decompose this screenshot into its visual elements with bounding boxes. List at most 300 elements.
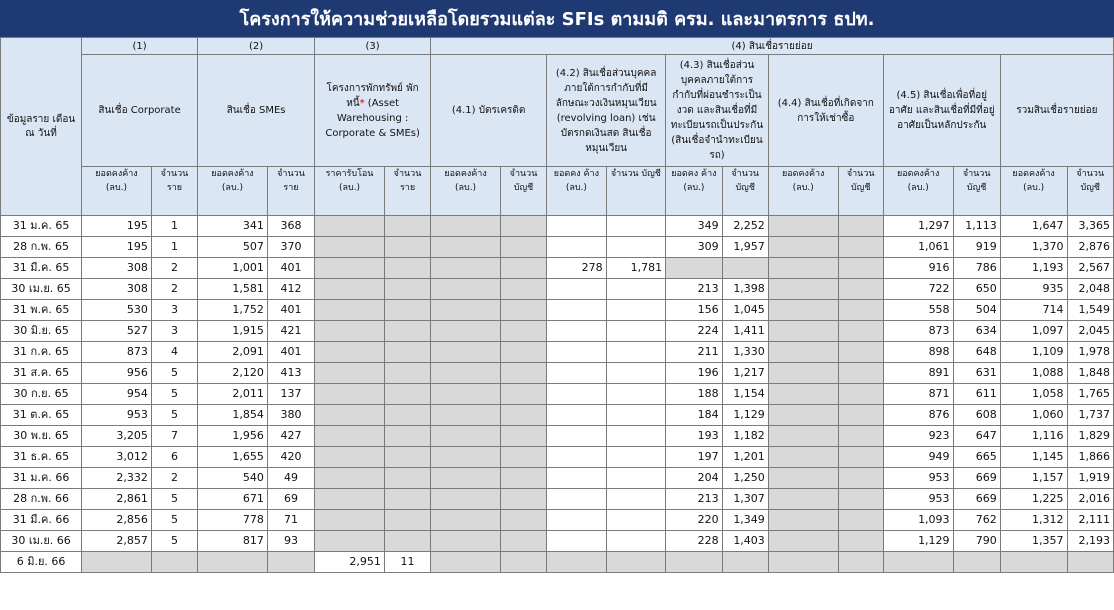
- cell-col-18: 1,549: [1067, 300, 1114, 321]
- cell-col-5: [315, 426, 385, 447]
- sub-transfer-price: ราคารับโอน (ลบ.): [315, 167, 385, 216]
- cell-col-3: 2,091: [198, 342, 268, 363]
- cell-col-15: 1,297: [883, 216, 953, 237]
- cell-col-10: [606, 426, 666, 447]
- cell-col-1: 873: [82, 342, 152, 363]
- cell-col-11: 349: [666, 216, 722, 237]
- table-row: [1, 447, 1114, 468]
- row-date: 31 ต.ค. 65: [1, 405, 82, 426]
- cell-col-13: [768, 258, 838, 279]
- cell-col-9: [547, 489, 607, 510]
- header-asset-warehousing: [315, 55, 431, 167]
- cell-col-18: 2,111: [1067, 510, 1114, 531]
- cell-col-18: 1,978: [1067, 342, 1114, 363]
- cell-col-1: 308: [82, 258, 152, 279]
- cell-col-18: 1,866: [1067, 447, 1114, 468]
- sub-count-account: จำนวน บัญชี: [606, 167, 666, 216]
- cell-col-10: 1,781: [606, 258, 666, 279]
- sub-balance: ยอดคงค้าง (ลบ.): [82, 167, 152, 216]
- cell-col-1: 2,856: [82, 510, 152, 531]
- header-asset-warehousing-a: โครงการพักทรัพย์ พักหนี้: [326, 82, 419, 109]
- cell-col-8: [500, 342, 546, 363]
- row-date: 31 ม.ค. 66: [1, 468, 82, 489]
- cell-col-8: [500, 321, 546, 342]
- cell-col-2: 4: [151, 342, 197, 363]
- sub-balance: ยอดคงค้าง (ลบ.): [883, 167, 953, 216]
- cell-col-14: [838, 426, 883, 447]
- cell-col-3: [198, 552, 268, 573]
- sub-balance: ยอดคงค้าง (ลบ.): [1000, 167, 1067, 216]
- cell-col-4: 368: [267, 216, 314, 237]
- cell-col-11: 193: [666, 426, 722, 447]
- cell-col-4: 412: [267, 279, 314, 300]
- cell-col-14: [838, 552, 883, 573]
- cell-col-7: [431, 426, 501, 447]
- cell-col-16: 611: [953, 384, 1000, 405]
- cell-col-6: 11: [384, 552, 430, 573]
- cell-col-7: [431, 447, 501, 468]
- cell-col-10: [606, 468, 666, 489]
- cell-col-6: [384, 426, 430, 447]
- cell-col-17: 1,088: [1000, 363, 1067, 384]
- cell-col-4: 420: [267, 447, 314, 468]
- cell-col-4: 69: [267, 489, 314, 510]
- cell-col-7: [431, 300, 501, 321]
- cell-col-13: [768, 300, 838, 321]
- cell-col-17: 1,193: [1000, 258, 1067, 279]
- cell-col-17: 935: [1000, 279, 1067, 300]
- cell-col-12: 1,154: [722, 384, 768, 405]
- cell-col-2: 5: [151, 531, 197, 552]
- cell-col-8: [500, 300, 546, 321]
- table-row: [1, 321, 1114, 342]
- header-revolving-loan: (4.2) สินเชื่อส่วนบุคคลภายใต้การกำกับที่มีลักษณะวงเงินหมุนเวียน (revolving loan) เช่น บัตรกดเงินสด สินเชื่อหมุนเวียน: [547, 55, 666, 167]
- cell-col-2: 5: [151, 510, 197, 531]
- cell-col-2: 6: [151, 447, 197, 468]
- cell-col-9: [547, 300, 607, 321]
- cell-col-14: [838, 279, 883, 300]
- cell-col-10: [606, 552, 666, 573]
- cell-col-5: 2,951: [315, 552, 385, 573]
- row-date: 31 พ.ค. 65: [1, 300, 82, 321]
- cell-col-12: 1,330: [722, 342, 768, 363]
- cell-col-15: 953: [883, 489, 953, 510]
- cell-col-1: 308: [82, 279, 152, 300]
- cell-col-18: 1,829: [1067, 426, 1114, 447]
- cell-col-18: 2,016: [1067, 489, 1114, 510]
- cell-col-13: [768, 363, 838, 384]
- row-date: 31 มี.ค. 66: [1, 510, 82, 531]
- cell-col-14: [838, 384, 883, 405]
- cell-col-17: 1,109: [1000, 342, 1067, 363]
- cell-col-5: [315, 300, 385, 321]
- cell-col-6: [384, 300, 430, 321]
- cell-col-8: [500, 216, 546, 237]
- cell-col-7: [431, 552, 501, 573]
- cell-col-11: 196: [666, 363, 722, 384]
- cell-col-10: [606, 405, 666, 426]
- cell-col-5: [315, 468, 385, 489]
- cell-col-14: [838, 237, 883, 258]
- cell-col-13: [768, 279, 838, 300]
- cell-col-3: 817: [198, 531, 268, 552]
- cell-col-3: 1,915: [198, 321, 268, 342]
- cell-col-8: [500, 279, 546, 300]
- header-group-4: (4) สินเชื่อรายย่อย: [431, 38, 1114, 55]
- cell-col-14: [838, 489, 883, 510]
- cell-col-14: [838, 300, 883, 321]
- cell-col-2: 3: [151, 300, 197, 321]
- cell-col-9: [547, 321, 607, 342]
- cell-col-5: [315, 405, 385, 426]
- cell-col-4: 427: [267, 426, 314, 447]
- cell-col-3: 1,854: [198, 405, 268, 426]
- cell-col-11: [666, 552, 722, 573]
- cell-col-12: 1,411: [722, 321, 768, 342]
- cell-col-1: 195: [82, 237, 152, 258]
- cell-col-6: [384, 447, 430, 468]
- header-asset-warehousing-b: (Asset Warehousing : Corporate & SMEs): [325, 97, 420, 139]
- sub-count-account: จำนวน บัญชี: [1067, 167, 1114, 216]
- cell-col-12: 1,182: [722, 426, 768, 447]
- sub-count-account: จำนวน บัญชี: [722, 167, 768, 216]
- cell-col-12: 1,045: [722, 300, 768, 321]
- cell-col-5: [315, 363, 385, 384]
- table-row: [1, 300, 1114, 321]
- cell-col-18: 1,919: [1067, 468, 1114, 489]
- cell-col-17: [1000, 552, 1067, 573]
- cell-col-2: 1: [151, 237, 197, 258]
- cell-col-15: 1,093: [883, 510, 953, 531]
- cell-col-16: 762: [953, 510, 1000, 531]
- cell-col-9: [547, 363, 607, 384]
- cell-col-12: 1,349: [722, 510, 768, 531]
- cell-col-14: [838, 405, 883, 426]
- table-row: [1, 489, 1114, 510]
- cell-col-15: 891: [883, 363, 953, 384]
- sub-count-person: จำนวน ราย: [151, 167, 197, 216]
- page-title: โครงการให้ความช่วยเหลือโดยรวมแต่ละ SFIs ตามมติ ครม. และมาตรการ ธปท.: [0, 0, 1114, 38]
- cell-col-16: 669: [953, 468, 1000, 489]
- cell-col-17: 1,370: [1000, 237, 1067, 258]
- cell-col-5: [315, 489, 385, 510]
- cell-col-8: [500, 237, 546, 258]
- cell-col-7: [431, 237, 501, 258]
- cell-col-7: [431, 216, 501, 237]
- cell-col-1: 3,205: [82, 426, 152, 447]
- cell-col-6: [384, 321, 430, 342]
- cell-col-5: [315, 531, 385, 552]
- cell-col-17: 1,647: [1000, 216, 1067, 237]
- cell-col-9: [547, 342, 607, 363]
- table-row: [1, 216, 1114, 237]
- cell-col-11: 224: [666, 321, 722, 342]
- cell-col-12: 1,250: [722, 468, 768, 489]
- cell-col-9: [547, 447, 607, 468]
- cell-col-16: 634: [953, 321, 1000, 342]
- cell-col-12: 1,307: [722, 489, 768, 510]
- cell-col-13: [768, 510, 838, 531]
- cell-col-4: 380: [267, 405, 314, 426]
- row-date: 31 ธ.ค. 65: [1, 447, 82, 468]
- cell-col-1: 3,012: [82, 447, 152, 468]
- header-group-1: (1): [82, 38, 198, 55]
- cell-col-15: 949: [883, 447, 953, 468]
- cell-col-15: 876: [883, 405, 953, 426]
- cell-col-17: 1,097: [1000, 321, 1067, 342]
- cell-col-9: [547, 552, 607, 573]
- cell-col-17: 714: [1000, 300, 1067, 321]
- sub-balance: ยอดคงค้าง (ลบ.): [198, 167, 268, 216]
- cell-col-13: [768, 426, 838, 447]
- cell-col-16: 669: [953, 489, 1000, 510]
- cell-col-7: [431, 258, 501, 279]
- cell-col-17: 1,225: [1000, 489, 1067, 510]
- table-row: [1, 258, 1114, 279]
- cell-col-17: 1,058: [1000, 384, 1067, 405]
- cell-col-7: [431, 342, 501, 363]
- cell-col-4: 370: [267, 237, 314, 258]
- table-row: [1, 426, 1114, 447]
- cell-col-16: 608: [953, 405, 1000, 426]
- table-row: [1, 342, 1114, 363]
- cell-col-14: [838, 363, 883, 384]
- cell-col-2: 3: [151, 321, 197, 342]
- cell-col-10: [606, 531, 666, 552]
- header-hire-purchase: (4.4) สินเชื่อที่เกิดจากการให้เช่าซื้อ: [768, 55, 883, 167]
- cell-col-11: 197: [666, 447, 722, 468]
- row-date: 30 มิ.ย. 65: [1, 321, 82, 342]
- cell-col-7: [431, 405, 501, 426]
- row-date: 28 ก.พ. 65: [1, 237, 82, 258]
- row-date: 31 มี.ค. 65: [1, 258, 82, 279]
- cell-col-12: [722, 258, 768, 279]
- cell-col-18: 1,737: [1067, 405, 1114, 426]
- cell-col-16: [953, 552, 1000, 573]
- cell-col-1: 195: [82, 216, 152, 237]
- table-row: [1, 363, 1114, 384]
- sub-count-person: จำนวน ราย: [384, 167, 430, 216]
- header-corporate: สินเชื่อ Corporate: [82, 55, 198, 167]
- cell-col-13: [768, 216, 838, 237]
- cell-col-11: [666, 258, 722, 279]
- cell-col-18: 1,848: [1067, 363, 1114, 384]
- cell-col-10: [606, 279, 666, 300]
- cell-col-15: 923: [883, 426, 953, 447]
- sub-count-account: จำนวน บัญชี: [500, 167, 546, 216]
- cell-col-8: [500, 552, 546, 573]
- cell-col-4: 71: [267, 510, 314, 531]
- cell-col-3: 1,581: [198, 279, 268, 300]
- cell-col-10: [606, 216, 666, 237]
- cell-col-16: 919: [953, 237, 1000, 258]
- cell-col-16: 631: [953, 363, 1000, 384]
- cell-col-6: [384, 279, 430, 300]
- cell-col-1: 527: [82, 321, 152, 342]
- cell-col-17: 1,116: [1000, 426, 1067, 447]
- cell-col-11: 188: [666, 384, 722, 405]
- cell-col-11: 220: [666, 510, 722, 531]
- cell-col-11: 213: [666, 489, 722, 510]
- cell-col-3: 1,001: [198, 258, 268, 279]
- cell-col-3: 1,752: [198, 300, 268, 321]
- cell-col-10: [606, 384, 666, 405]
- cell-col-15: 1,129: [883, 531, 953, 552]
- cell-col-7: [431, 510, 501, 531]
- cell-col-4: [267, 552, 314, 573]
- cell-col-14: [838, 531, 883, 552]
- cell-col-1: 2,332: [82, 468, 152, 489]
- header-row-label: ข้อมูลราย เดือน ณ วันที่: [1, 38, 82, 216]
- cell-col-10: [606, 489, 666, 510]
- cell-col-1: 2,861: [82, 489, 152, 510]
- cell-col-12: 1,217: [722, 363, 768, 384]
- cell-col-3: 2,120: [198, 363, 268, 384]
- cell-col-2: 2: [151, 279, 197, 300]
- cell-col-14: [838, 510, 883, 531]
- cell-col-15: 871: [883, 384, 953, 405]
- cell-col-6: [384, 363, 430, 384]
- cell-col-11: 211: [666, 342, 722, 363]
- cell-col-9: [547, 279, 607, 300]
- cell-col-13: [768, 447, 838, 468]
- cell-col-6: [384, 531, 430, 552]
- cell-col-10: [606, 321, 666, 342]
- footnote-star: *: [359, 97, 365, 109]
- cell-col-17: 1,157: [1000, 468, 1067, 489]
- cell-col-8: [500, 258, 546, 279]
- cell-col-5: [315, 342, 385, 363]
- cell-col-18: [1067, 552, 1114, 573]
- cell-col-1: 956: [82, 363, 152, 384]
- cell-col-15: 873: [883, 321, 953, 342]
- row-date: 31 ก.ค. 65: [1, 342, 82, 363]
- cell-col-6: [384, 510, 430, 531]
- cell-col-9: [547, 510, 607, 531]
- header-housing-loan: (4.5) สินเชื่อเพื่อที่อยู่อาศัย และสินเชื่อที่มีที่อยู่อาศัยเป็นหลักประกัน: [883, 55, 1000, 167]
- cell-col-7: [431, 489, 501, 510]
- cell-col-16: 790: [953, 531, 1000, 552]
- cell-col-7: [431, 279, 501, 300]
- cell-col-13: [768, 237, 838, 258]
- row-date: 30 เม.ย. 66: [1, 531, 82, 552]
- cell-col-2: [151, 552, 197, 573]
- cell-col-15: 722: [883, 279, 953, 300]
- cell-col-14: [838, 321, 883, 342]
- cell-col-18: 2,567: [1067, 258, 1114, 279]
- table-row: [1, 405, 1114, 426]
- cell-col-14: [838, 258, 883, 279]
- cell-col-2: 5: [151, 489, 197, 510]
- cell-col-10: [606, 447, 666, 468]
- cell-col-13: [768, 489, 838, 510]
- header-group-3: (3): [315, 38, 431, 55]
- cell-col-7: [431, 531, 501, 552]
- row-date: 28 ก.พ. 66: [1, 489, 82, 510]
- cell-col-9: 278: [547, 258, 607, 279]
- cell-col-4: 401: [267, 342, 314, 363]
- cell-col-13: [768, 405, 838, 426]
- cell-col-6: [384, 489, 430, 510]
- cell-col-5: [315, 279, 385, 300]
- cell-col-11: 228: [666, 531, 722, 552]
- cell-col-16: 786: [953, 258, 1000, 279]
- cell-col-5: [315, 321, 385, 342]
- table-row: [1, 384, 1114, 405]
- cell-col-15: 1,061: [883, 237, 953, 258]
- cell-col-9: [547, 216, 607, 237]
- cell-col-2: 5: [151, 405, 197, 426]
- cell-col-8: [500, 363, 546, 384]
- cell-col-13: [768, 552, 838, 573]
- cell-col-7: [431, 363, 501, 384]
- cell-col-18: 2,045: [1067, 321, 1114, 342]
- cell-col-1: 2,857: [82, 531, 152, 552]
- cell-col-12: 2,252: [722, 216, 768, 237]
- cell-col-11: 204: [666, 468, 722, 489]
- cell-col-9: [547, 468, 607, 489]
- cell-col-8: [500, 447, 546, 468]
- cell-col-15: [883, 552, 953, 573]
- cell-col-13: [768, 342, 838, 363]
- cell-col-16: 648: [953, 342, 1000, 363]
- cell-col-12: 1,398: [722, 279, 768, 300]
- table-row: [1, 510, 1114, 531]
- cell-col-12: 1,201: [722, 447, 768, 468]
- cell-col-18: 1,765: [1067, 384, 1114, 405]
- cell-col-13: [768, 531, 838, 552]
- cell-col-13: [768, 468, 838, 489]
- cell-col-13: [768, 321, 838, 342]
- cell-col-12: [722, 552, 768, 573]
- cell-col-17: 1,060: [1000, 405, 1067, 426]
- cell-col-9: [547, 237, 607, 258]
- cell-col-18: 2,193: [1067, 531, 1114, 552]
- cell-col-9: [547, 426, 607, 447]
- cell-col-6: [384, 405, 430, 426]
- cell-col-16: 650: [953, 279, 1000, 300]
- cell-col-4: 413: [267, 363, 314, 384]
- cell-col-15: 558: [883, 300, 953, 321]
- cell-col-6: [384, 237, 430, 258]
- cell-col-1: 954: [82, 384, 152, 405]
- cell-col-1: [82, 552, 152, 573]
- cell-col-13: [768, 384, 838, 405]
- cell-col-6: [384, 258, 430, 279]
- cell-col-5: [315, 384, 385, 405]
- sub-count-account: จำนวน บัญชี: [953, 167, 1000, 216]
- cell-col-10: [606, 237, 666, 258]
- cell-col-3: 540: [198, 468, 268, 489]
- table-body: [1, 216, 1114, 573]
- cell-col-6: [384, 468, 430, 489]
- row-date: 31 ม.ค. 65: [1, 216, 82, 237]
- cell-col-9: [547, 384, 607, 405]
- cell-col-8: [500, 384, 546, 405]
- cell-col-6: [384, 384, 430, 405]
- data-table: [0, 37, 1114, 573]
- cell-col-16: 647: [953, 426, 1000, 447]
- cell-col-3: 2,011: [198, 384, 268, 405]
- cell-col-11: 213: [666, 279, 722, 300]
- cell-col-2: 1: [151, 216, 197, 237]
- cell-col-4: 401: [267, 258, 314, 279]
- header-smes: สินเชื่อ SMEs: [198, 55, 315, 167]
- cell-col-8: [500, 426, 546, 447]
- cell-col-11: 184: [666, 405, 722, 426]
- cell-col-7: [431, 321, 501, 342]
- cell-col-2: 2: [151, 258, 197, 279]
